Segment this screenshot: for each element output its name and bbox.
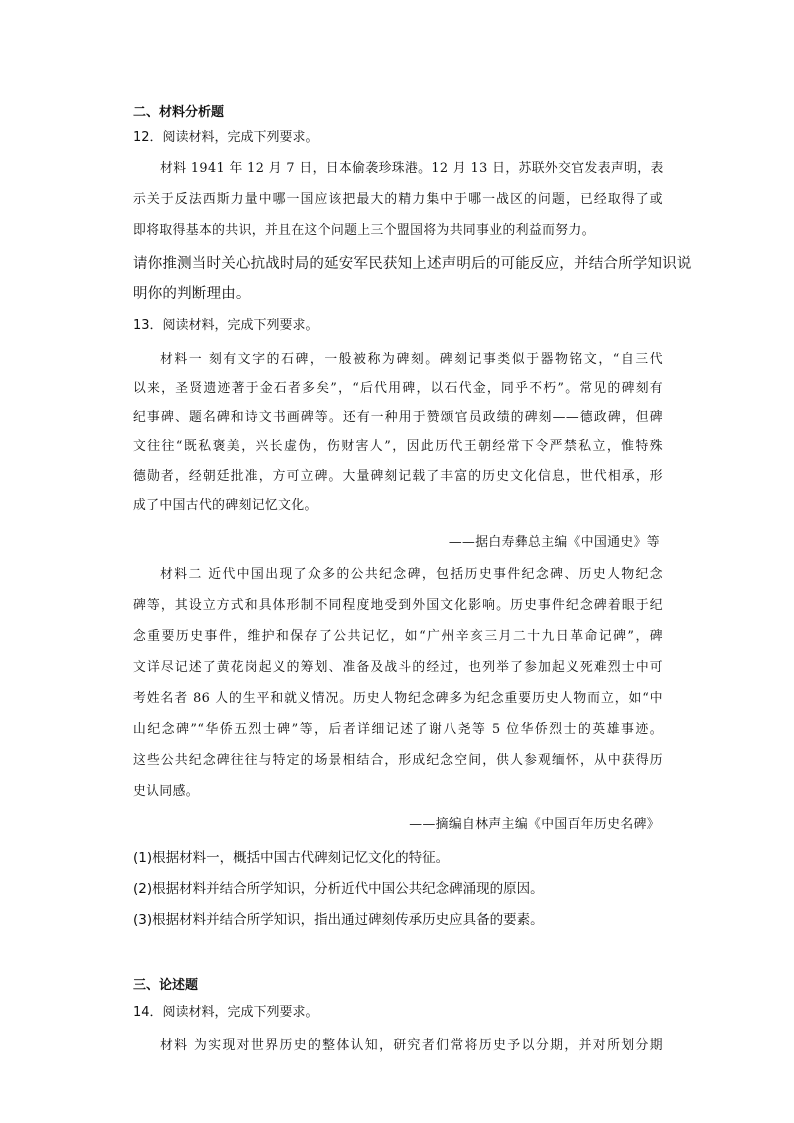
q12-ask-line: 请你推测当时关心抗战时局的延安军民获知上述声明后的可能反应，并结合所学知识说	[133, 256, 692, 272]
q14-material-line: 材料 为实现对世界历史的整体认知，研究者们常将历史予以分期，并对所划分期	[160, 1038, 663, 1053]
section-heading-essay: 三、论述题	[133, 978, 199, 993]
q13-material2-line: 碑等，其设立方式和具体形制不同程度地受到外国文化影响。历史事件纪念碑着眼于纪	[133, 598, 663, 613]
q13-source-citation: ——摘编自林声主编《中国百年历史名碑》	[409, 817, 660, 832]
q13-material2-line: 材料二 近代中国出现了众多的公共纪念碑，包括历史事件纪念碑、历史人物纪念	[160, 567, 663, 582]
q13-material1-line: 德勋者，经朝廷批准，方可立碑。大量碑刻记载了丰富的历史文化信息，世代相承，形	[133, 469, 663, 484]
question-14-title: 14．阅读材料，完成下列要求。	[133, 1005, 319, 1020]
section-heading-materials: 二、材料分析题	[133, 105, 225, 120]
q12-material-line: 示关于反法西斯力量中哪一国应该把最大的精力集中于哪一战区的问题，已经取得了或	[133, 192, 663, 207]
q13-material2-line: 山纪念碑”“华侨五烈士碑”等，后者详细记述了谢八尧等 5 位华侨烈士的英雄事迹。	[133, 722, 663, 737]
q13-material1-line: 成了中国古代的碑刻记忆文化。	[133, 498, 318, 513]
q12-material-line: 即将取得基本的共识，并且在这个问题上三个盟国将为共同事业的利益而努力。	[133, 223, 595, 238]
q13-material2-line: 念重要历史事件，维护和保存了公共记忆，如“广州辛亥三月二十九日革命记碑”，碑	[133, 629, 663, 644]
question-13-title: 13．阅读材料，完成下列要求。	[133, 318, 319, 333]
q13-material2-line: 史认同感。	[133, 784, 199, 799]
q13-material2-line: 考姓名者 86 人的生平和就义情况。历史人物纪念碑多为纪念重要历史人物而立，如“中	[133, 691, 663, 706]
q13-sub-question: (2)根据材料并结合所学知识，分析近代中国公共纪念碑涌现的原因。	[133, 881, 544, 897]
q13-source-citation: ——据白寿彝总主编《中国通史》等	[448, 535, 660, 550]
question-12-title: 12．阅读材料，完成下列要求。	[133, 130, 319, 145]
q12-ask-line: 明你的判断理由。	[133, 286, 251, 302]
q13-material1-line: 纪事碑、题名碑和诗文书画碑等。还有一种用于赞颂官员政绩的碑刻——德政碑，但碑	[133, 410, 663, 425]
q13-sub-question: (1)根据材料一，概括中国古代碑刻记忆文化的特征。	[133, 850, 450, 866]
q13-material2-line: 文详尽记述了黄花岗起义的筹划、准备及战斗的经过，也列举了参加起义死难烈士中可	[133, 660, 663, 675]
q12-material-line: 材料 1941 年 12 月 7 日，日本偷袭珍珠港。12 月 13 日，苏联外交官发表声明，表	[160, 161, 664, 176]
q13-material2-line: 这些公共纪念碑往往与特定的场景相结合，形成纪念空间，供人参观缅怀，从中获得历	[133, 753, 663, 768]
q13-sub-question: (3)根据材料并结合所学知识，指出通过碑刻传承历史应具备的要素。	[133, 912, 544, 928]
q13-material1-line: 文往往“既私褒美，兴长虚伪，伤财害人”，因此历代王朝经常下令严禁私立，惟特殊	[133, 439, 663, 454]
q13-material1-line: 材料一 刻有文字的石碑，一般被称为碑刻。碑刻记事类似于器物铭文，“自三代	[160, 352, 663, 367]
q13-material1-line: 以来，圣贤遗迹著于金石者多矣”，“后代用碑，以石代金，同乎不朽”。常见的碑刻有	[133, 381, 663, 396]
